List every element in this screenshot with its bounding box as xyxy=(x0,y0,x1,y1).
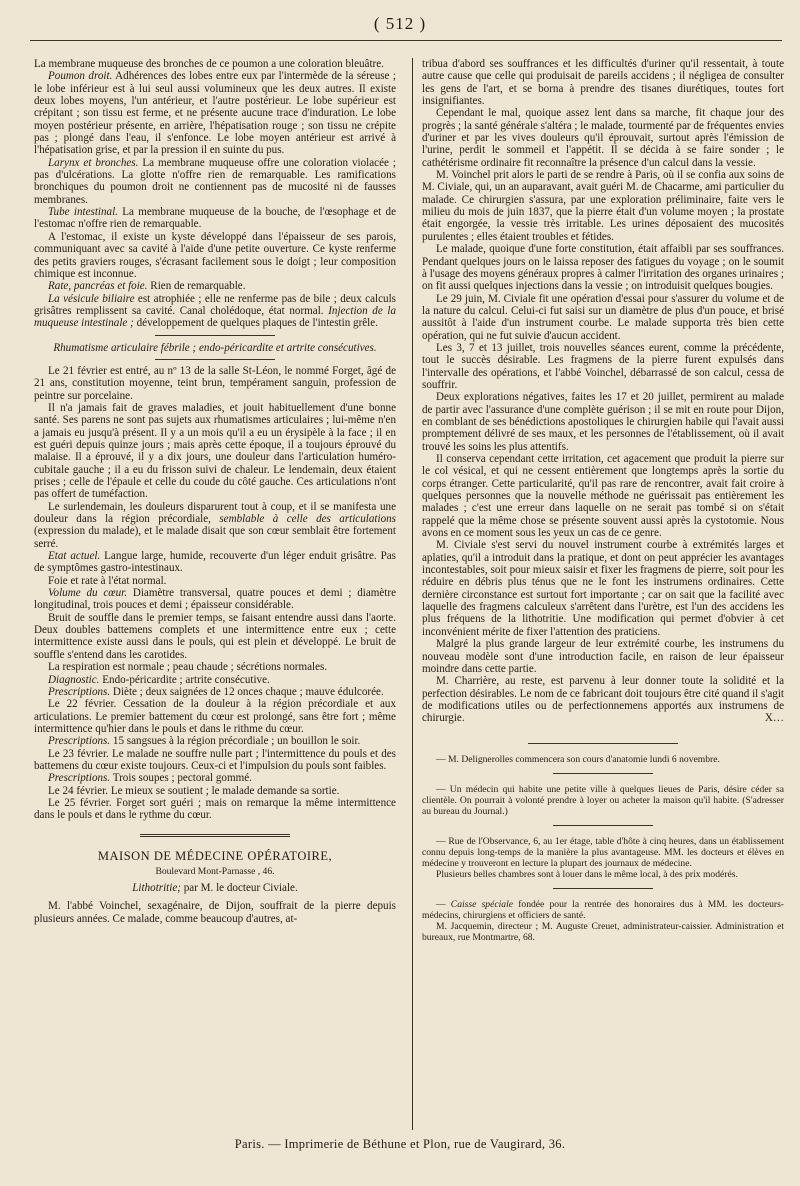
paragraph-text: par M. le docteur Civiale. xyxy=(180,881,298,894)
paragraph: Le 29 juin, M. Civiale fit une opération d'essai pour s'assurer du volume et de la nature du calcul. Celui-ci fut saisi sur un diamètre de plus d'un pouce, et brisé aussitôt à l'aide d'un instrument courbe. Le malade supporta très bien cette opération, qui ne fut suivie d'aucun accident. xyxy=(422,292,784,342)
subheading: Tube intestinal. xyxy=(48,206,118,219)
paragraph xyxy=(34,157,396,206)
paragraph: Il conserva cependant cette irritation, cet agacement que produit la pierre sur le col vésical, et qui ne cessent entièrement que longtemps après la sortie du corps étranger. Cette particularité, qu'il pas rare de rencontrer, avait fait croire à quelques personnes que la nouvelle méthode ne guérissait pas entièrement les malades ; c'est une erreur dans laquelle on ne serait pas tombé si on s'était rappelé que la même chose se présente souvent aussi après la cystotomie. Nous avons en ce moment sous les yeux un cas de ce genre. xyxy=(422,453,784,540)
announcement: — Rue de l'Observance, 6, au 1er étage, table d'hôte à cinq heures, dans un établissement connu depuis long-temps de la manière la plus avantageuse. MM. les docteurs et élèves en médecine y trouveront en lecture la plupart des journaux de médecine. xyxy=(422,835,784,869)
announcement: — Un médecin qui habite une petite ville à quelques lieues de Paris, désire céder sa clientèle. On pourrait à volonté prendre à loyer ou acheter la maison qu'il habite. (S'adresser au bureau du Journal.) xyxy=(422,783,784,817)
header-rule xyxy=(30,40,782,41)
page-number: ( 512 ) xyxy=(373,14,427,33)
paragraph-text: Endo-péricardite ; artrite consécutive. xyxy=(99,673,270,686)
subheading: Prescriptions. xyxy=(48,685,111,698)
announcements-rule xyxy=(528,743,678,744)
paragraph xyxy=(34,772,396,784)
column-separator xyxy=(412,58,413,1130)
paragraph: Malgré la plus grande largeur de leur extrémité courbe, les instrumens du nouveau modèle sont d'une introduction facile, en raison de leur épaisseur moindre dans cette partie. xyxy=(422,638,784,675)
paragraph xyxy=(34,587,396,612)
paragraph xyxy=(34,674,396,686)
imprint-line: Paris. — Imprimerie de Béthune et Plon, rue de Vaugirard, 36. xyxy=(234,1137,566,1151)
subheading: Lithotritie; xyxy=(132,881,181,894)
double-rule xyxy=(140,834,290,838)
dash: — xyxy=(436,898,451,910)
paragraph: Il n'a jamais fait de graves maladies, et jouit habituellement d'une bonne santé. Ses parens ne sont pas sujets aux rhumatismes articulaires ; lui-même n'en a jamais eu jusqu'à présent. Il y a un mois qu'il a eu un érysipèle à la face ; il en est guéri depuis quinze jours ; mais après cette époque, il a toujours éprouvé du malaise. Il a éprouvé, il y a dix jours, une douleur dans l'articulation huméro-cubitale gauche ; il a eu du frisson suivi de chaleur. Le lendemain, deux étaient prises ; celle de l'épaule et celle du coude du côté gauche. Ces articulations n'ont pas offert de tuméfaction. xyxy=(34,401,396,501)
paragraph xyxy=(34,686,396,698)
paragraph: La membrane muqueuse des bronches de ce poumon a une coloration bleuâtre. xyxy=(34,58,384,70)
paragraph-text: Trois soupes ; pectoral gommé. xyxy=(110,772,252,785)
paragraph-text: M. Charrière, au reste, est parvenu à leur donner toute la solidité et la perfection désirables. Le nom de ce fabricant doit toujours être cité quand il s'agit de modifications utiles ou de perfectionnemens apportés aux instrumens de chirurgie. xyxy=(422,675,784,725)
paragraph xyxy=(34,293,396,330)
signature: X… xyxy=(764,712,784,725)
paragraph-text: Langue large, humide, recouverte d'un léger enduit grisâtre. Pas de symptômes gastro-intestinaux. xyxy=(34,550,396,575)
section-rule xyxy=(155,335,275,336)
paragraph: Le 21 février est entré, au nº 13 de la salle St-Léon, le nommé Forget, âgé de 21 ans, constitution moyenne, teint brun, tempérament sanguin, profession de peintre sur porcelaine. xyxy=(34,364,396,402)
announcement xyxy=(422,899,784,921)
paragraph: Bruit de souffle dans le premier temps, se faisant entendre aussi dans l'aorte. Deux doubles battemens complets et une intermittence entre eux ; cette intermittence existe aussi dans le pouls, qui est plein et développé. Le bruit de souffle s'entend dans les carotides. xyxy=(34,611,396,661)
paragraph: M. Voinchel prit alors le parti de se rendre à Paris, où il se confia aux soins de M. Civiale, qui, un an auparavant, avait guéri M. de Chacarme, ami particulier du malade. Ce chirurgien s'assura, par une exploration préliminaire, faite vers le milieu du mois de juin 1837, que la pierre était d'un volume moyen ; la prostate était engorgée, la vessie très irritable. Les urines déposaient des mucosités purulentes ; elles étaient troubles et fétides. xyxy=(422,169,784,243)
paragraph xyxy=(34,206,396,231)
paragraph-text: Le surlendemain, les douleurs disparurent tout à coup, et il se manifesta une douleur dans la région précordiale, xyxy=(34,500,396,526)
left-column xyxy=(34,58,396,1138)
right-column xyxy=(422,58,784,1138)
subheading: Injection de la muqueuse intestinale ; xyxy=(34,304,396,330)
paragraph-text: Diète ; deux saignées de 12 onces chaque ; mauve édulcorée. xyxy=(110,685,384,698)
paragraph xyxy=(422,675,784,724)
announcement-separator xyxy=(553,888,653,889)
paragraph-text: 15 sangsues à la région précordiale ; un bouillon le soir. xyxy=(110,735,361,748)
subheading: Rate, pancréas et foie. xyxy=(48,280,148,293)
paragraph: Foie et rate à l'état normal. xyxy=(48,574,167,587)
paragraph: La respiration est normale ; peau chaude ; sécrétions normales. xyxy=(48,661,328,674)
paragraph: Le 24 février. Le mieux se soutient ; le malade demande sa sortie. xyxy=(48,784,340,797)
section-rule xyxy=(155,359,275,360)
subheading: Prescriptions. xyxy=(48,772,111,785)
paragraph: Le 25 février. Forget sort guéri ; mais on remarque la même intermittence dans le pouls et dans le rythme du cœur. xyxy=(34,796,396,822)
paragraph xyxy=(34,735,396,747)
announcement: M. Jacquemin, directeur ; M. Auguste Creuet, administrateur-caissier. Administration et bureaux, rue Montmartre, 68. xyxy=(422,920,784,943)
announcement: — M. Delignerolles commencera son cours d'anatomie lundi 6 novembre. xyxy=(436,753,720,765)
subheading: Prescriptions. xyxy=(48,735,111,748)
paragraph-text: développement de quelques plaques de l'intestin grêle. xyxy=(133,317,378,330)
paragraph-text: Adhérences des lobes entre eux par l'intermède de la séreuse ; le lobe inférieur est à lui seul aussi volumineux que les deux autres. Il existe deux lobes moyens, l'un antérieur, et l'autre postérieur. Le lobe supérieur est crépitant ; son tissu est ferme, et ne présente aucune trace d'induration. Le lobe moyen postérieur présente, en arrière, l'hépatisation rouge ; son tissu ne crépite pas ; plongé dans l'eau, il s'enfonce. Le lobe moyen antérieur est arrivé à l'hépatisation grise, et par la pression il en suinte du pus. xyxy=(34,70,396,157)
subheading: Etat actuel. xyxy=(48,550,101,563)
paragraph-text: La membrane muqueuse de la bouche, de l'œsophage et de l'estomac n'offre rien de remarquable. xyxy=(34,206,396,231)
paragraph-text: (expression du malade), et le malade disait que son cœur semblait être fortement serré. xyxy=(34,525,396,550)
section-title: Rhumatisme articulaire fébrile ; endo-péricardite et artrite consécutives. xyxy=(53,341,377,354)
paragraph xyxy=(34,550,396,575)
paragraph: Les 3, 7 et 13 juillet, trois nouvelles séances eurent, comme la précédente, tout le succès désirable. Les fragmens de la pierre furent expulsés dans l'intervalle des opérations, et l'abbé Voinchel, débarrassé de son calcul, cessa de souffrir. xyxy=(422,341,784,391)
paragraph: M. Civiale s'est servi du nouvel instrument courbe à extrémités larges et aplaties, qu'il a introduit dans la pratique, et dont on peut apprécier les avantages incontestables, soit pour mieux saisir et fixer les fragmens de pierre, soit pour les réduire en débris plus ténus que ne le font les instrumens ordinaires. Cette dernière circonstance est surtout fort importante ; car on sait que la facilité avec laquelle des fragmens calculeux s'arrêtent dans l'urètre, est l'un des accidens les plus fréquens de la lithotritie. Une modification qui permet d'obvier à cet inconvénient mérite de fixer l'attention des praticiens. xyxy=(422,539,784,638)
maison-address: Boulevard Mont-Parnasse , 46. xyxy=(155,865,275,877)
paragraph-text: Diamètre transversal, quatre pouces et demi ; diamètre longitudinal, trois pouces et demi ; épaisseur considérable. xyxy=(34,587,396,612)
announcement-separator xyxy=(553,825,653,826)
paragraph-text: Rien de remarquable. xyxy=(147,280,246,293)
subheading: Larynx et bronches. xyxy=(48,156,139,169)
paragraph xyxy=(34,501,396,550)
maison-title: MAISON DE MÉDECINE OPÉRATOIRE, xyxy=(97,848,333,863)
paragraph-text: fondée pour la rentrée des honoraires dus à MM. les docteurs-médecins, chirurgiens et officiers de santé. xyxy=(422,898,784,921)
subheading: La vésicule biliaire xyxy=(48,292,135,305)
subheading: Volume du cœur. xyxy=(48,587,128,600)
paragraph: Le 22 février. Cessation de la douleur à la région précordiale et aux articulations. Le premier battement du cœur est prolongé, sans être fort ; même intermittence qu'hier dans le pouls et dans le rithme du cœur. xyxy=(34,698,396,735)
paragraph: A l'estomac, il existe un kyste développé dans l'épaisseur de ses parois, communiquant avec sa cavité à l'aide d'une petite ouverture. Ce kyste renferme des petits graviers rouges, s'écrasant facilement sous le doigt ; leur composition chimique est inconnue. xyxy=(34,230,396,280)
paragraph-text: La membrane muqueuse offre une coloration violacée ; pas d'ulcérations. La glotte n'offre rien de remarquable. Les ramifications bronchiques du poumon droit ne contiennent pas de mucosité ni de fausses membranes. xyxy=(34,156,396,206)
paragraph: Le 23 février. Le malade ne souffre nulle part ; l'intermittence du pouls et des battemens du cœur existe toujours. Ceux-ci et l'impulsion du pouls sont faibles. xyxy=(34,747,396,772)
paragraph xyxy=(34,70,396,156)
emphasis: semblable à celle des articulations xyxy=(219,513,396,526)
paragraph: tribua d'abord ses souffrances et les difficultés d'uriner qu'il ressentait, à toute autre cause que celle qui produisait de pareils accidens ; il négligea de consulter les gens de l'art, et se borna à prendre des tisanes diurétiques, toutes fort insignifiantes. xyxy=(422,58,784,108)
maison-subtitle xyxy=(34,882,396,894)
announcement-separator xyxy=(553,773,653,774)
emphasis: Caisse spéciale xyxy=(450,898,514,910)
paragraph-text: est atrophiée ; elle ne renferme pas de bile ; deux calculs grisâtres remplissent sa cavité. Canal cholédoque, état normal. xyxy=(34,292,396,317)
paragraph: M. l'abbé Voinchel, sexagénaire, de Dijon, souffrait de la pierre depuis plusieurs années. Ce malade, comme beaucoup d'autres, at- xyxy=(34,900,396,925)
paragraph: Cependant le mal, quoique assez lent dans sa marche, fit chaque jour des progrès ; la santé générale s'altéra ; le malade, tourmenté par de fréquentes envies d'uriner et par les vives douleurs qu'il éprouvait, surtout après l'émission de l'urine, perdit le sommeil et l'appétit. Il se décida à se faire sonder ; le cathétérisme ordinaire fit reconnaître la présence d'un calcul dans la vessie. xyxy=(422,107,784,169)
subheading: Diagnostic. xyxy=(48,673,100,686)
paragraph xyxy=(34,280,396,292)
subheading: Poumon droit. xyxy=(48,70,113,83)
paragraph: Le malade, quoique d'une forte constitution, était affaibli par ses souffrances. Pendant quelques jours on le laissa reposer des fatigues du voyage ; on le soumit à l'usage des moyens généraux propres à calmer l'irritation des organes urinaires ; on fit aussi quelques injections dans la vessie ; on introduisit quelques bougies. xyxy=(422,243,784,293)
announcement: Plusieurs belles chambres sont à louer dans le même local, à des prix modérés. xyxy=(436,868,738,880)
paragraph: Deux explorations négatives, faites les 17 et 20 juillet, permirent au malade de partir avec l'assurance d'une complète guérison ; il se mit en route pour Dijon, en comblant de ses bénédictions apostoliques le chirurgien habile qui l'avait aussi promptement délivré de ses maux, et les personnes de l'établissement, où il avait trouvé les soins les plus attentifs. xyxy=(422,391,784,453)
